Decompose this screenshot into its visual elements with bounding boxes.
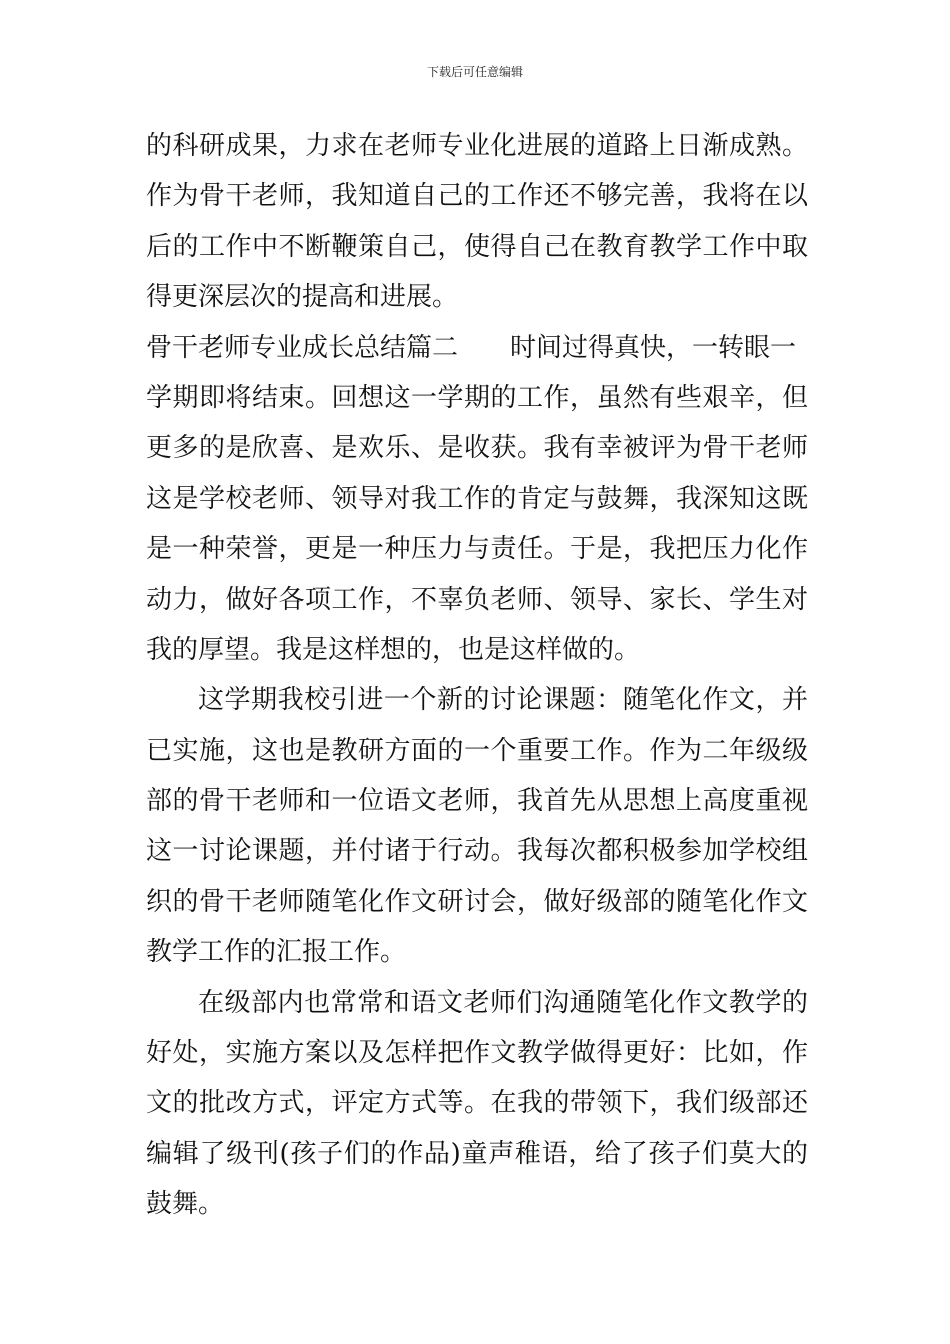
text-line: 织的骨干老师随笔化作文研讨会，做好级部的随笔化作文 xyxy=(146,886,808,917)
text-line: 鼓舞。 xyxy=(146,1189,225,1220)
text-line: 这一讨论课题，并付诸于行动。我每次都积极参加学校组 xyxy=(146,836,808,867)
paragraph-4 xyxy=(146,978,808,1230)
text-line: 学期即将结束。回想这一学期的工作，虽然有些艰辛，但 xyxy=(146,382,808,413)
text-line: 后的工作中不断鞭策自己，使得自己在教育教学工作中取 xyxy=(146,231,808,262)
text-line: 作为骨干老师，我知道自己的工作还不够完善，我将在以 xyxy=(146,181,808,212)
document-body xyxy=(146,121,808,1230)
section-heading-block xyxy=(146,323,808,373)
text-line: 好处，实施方案以及怎样把作文教学做得更好：比如，作 xyxy=(146,1038,808,1069)
text-line: 文的批改方式，评定方式等。在我的带领下，我们级部还 xyxy=(146,1088,808,1119)
heading-lead-text: 时间过得真快，一转眼一 xyxy=(510,332,797,363)
text-line: 在级部内也常常和语文老师们沟通随笔化作文教学的 xyxy=(198,987,808,1018)
text-line: 更多的是欣喜、是欢乐、是收获。我有幸被评为骨干老师 xyxy=(146,433,808,464)
text-line: 这是学校老师、领导对我工作的肯定与鼓舞，我深知这既 xyxy=(146,483,808,514)
paragraph-1 xyxy=(146,121,808,323)
heading-line xyxy=(146,323,808,373)
section-heading: 骨干老师专业成长总结篇二 xyxy=(146,332,459,363)
text-line: 这学期我校引进一个新的讨论课题：随笔化作文，并 xyxy=(198,685,808,716)
text-line: 是一种荣誉，更是一种压力与责任。于是，我把压力化作 xyxy=(146,534,808,565)
paragraph-3 xyxy=(146,675,808,977)
text-line: 的科研成果，力求在老师专业化进展的道路上日渐成熟。 xyxy=(146,131,808,161)
text-line: 动力，做好各项工作，不辜负老师、领导、家长、学生对 xyxy=(146,584,808,615)
page-header: 下载后可任意编辑 xyxy=(426,65,523,79)
text-line: 得更深层次的提高和进展。 xyxy=(146,282,459,313)
text-line: 已实施，这也是教研方面的一个重要工作。作为二年级级 xyxy=(146,735,808,766)
text-line: 部的骨干老师和一位语文老师，我首先从思想上高度重视 xyxy=(146,786,808,817)
text-line: 编辑了级刊(孩子们的作品)童声稚语，给了孩子们莫大的 xyxy=(146,1138,808,1169)
paragraph-2 xyxy=(146,373,808,675)
text-line: 教学工作的汇报工作。 xyxy=(146,937,407,968)
text-line: 我的厚望。我是这样想的，也是这样做的。 xyxy=(146,634,641,665)
